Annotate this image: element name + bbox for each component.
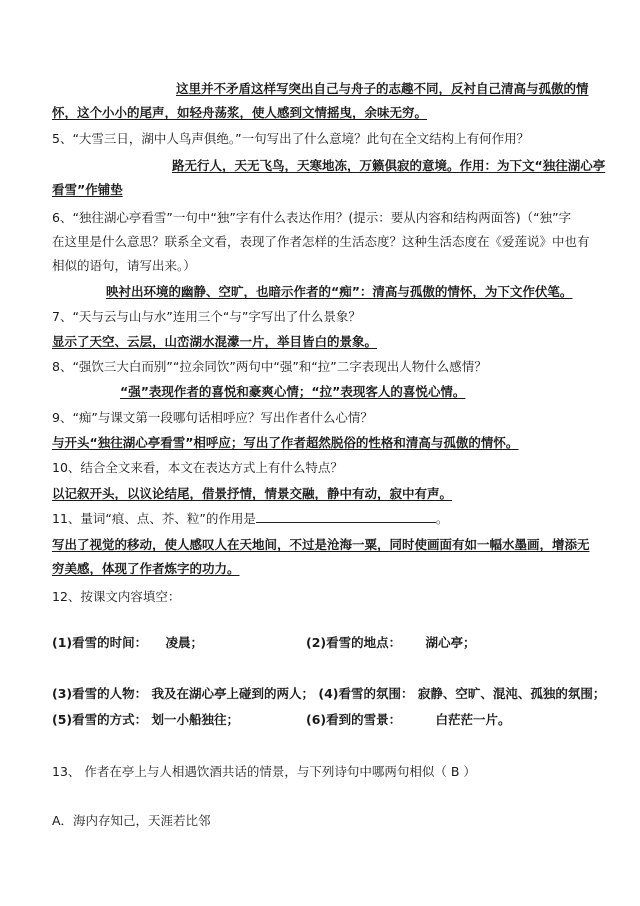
- answer-blank: [256, 510, 436, 523]
- fill-4-label: (4)看雪的氛围：: [318, 686, 414, 701]
- fill-3-label: (3)看雪的人物：: [52, 686, 148, 701]
- question-10: 10、结合全文来看，本文在表达方式上有什么特点？: [52, 460, 343, 475]
- fill-5-label: (5)看雪的方式：: [52, 712, 148, 727]
- fill-row-2: [52, 685, 606, 703]
- answer-7: 显示了天空、云层，山峦湖水混濛一片，举目皆白的景象。: [52, 334, 378, 349]
- answer-11-line-1: 写出了视觉的移动，使人感叹人在天地间，不过是沧海一粟，同时使画面有如一幅水墨画，增添无: [52, 537, 590, 552]
- question-8: 8、“强饮三大白而别”“拉余同饮”两句中“强”和“拉”二字表现出人物什么感情？: [52, 359, 487, 374]
- answer-5-line-1: 路无行人，天无飞鸟，天寒地冻，万籁俱寂的意境。作用：为下文“独往湖心亭: [172, 158, 606, 173]
- answer-4-line-2: 怀，这个小小的尾声，如轻舟荡浆，使人感到文情摇曳，余味无穷。: [52, 105, 428, 120]
- question-5: 5、“大雪三日，湖中人鸟声俱绝。”一句写出了什么意境？此句在全文结构上有何作用？: [52, 131, 530, 146]
- answer-5-line-2: 看雪”作铺垫: [52, 182, 123, 197]
- question-6-line-3: 相似的语句，请写出来。）: [52, 258, 196, 273]
- fill-2-label: (2)看雪的地点：: [306, 635, 402, 650]
- question-11-end: 。: [435, 511, 449, 526]
- fill-1-value: 凌晨；: [165, 635, 203, 650]
- fill-3-value: 我及在湖心亭上碰到的两人；: [151, 686, 314, 701]
- question-7: 7、“天与云与山与水”连用三个“与”字写出了什么景象？: [52, 309, 361, 324]
- question-6-line-1: 6、“独往湖心亭看雪”一句中“独”字有什么表达作用？(提示：要从内容和结构两面答)（“独”字: [52, 210, 572, 225]
- fill-1-label: (1)看雪的时间：: [52, 635, 148, 650]
- fill-row-1-right: [306, 634, 580, 652]
- answer-8: “强”表现作者的喜悦和豪爽心情；“拉”表现客人的喜悦心情。: [120, 384, 466, 399]
- fill-5-value: 划一小船独往；: [151, 712, 239, 727]
- fill-6-label: (6)看到的雪景：: [306, 712, 402, 727]
- fill-row-3-right: [306, 711, 580, 729]
- answer-9: 与开头“独往湖心亭看雪”相呼应；写出了作者超然脱俗的性格和清高与孤傲的情怀。: [52, 435, 519, 450]
- question-13: 13、 作者在亭上与人相遇饮酒共话的情景，与下列诗句中哪两句相似（ B ）: [52, 764, 476, 779]
- fill-4-value: 寂静、空旷、混沌、孤独的氛围；: [417, 686, 606, 701]
- fill-6-value: 白茫茫一片。: [435, 712, 511, 727]
- fill-2-value: 湖心亭；: [425, 635, 476, 650]
- answer-10: 以记叙开头，以议论结尾，借景抒情，情景交融，静中有动，寂中有声。: [52, 486, 453, 501]
- question-9: 9、“痴”与课文第一段哪句话相呼应？写出作者什么心情？: [52, 410, 373, 425]
- option-a: A．海内存知己，天涯若比邻: [52, 813, 211, 828]
- answer-4-line-1: 这里并不矛盾这样写突出自己与舟子的志趣不同，反衬自己清高与孤傲的情: [176, 81, 589, 96]
- answer-11-line-2: 穷美感，体现了作者炼字的功力。: [52, 561, 240, 576]
- question-6-line-2: 在这里是什么意思？联系全文看，表现了作者怎样的生活态度？这种生活态度在《爱莲说》中也有: [52, 234, 590, 249]
- question-11-text: 11、量词“痕、点、芥、粒”的作用是: [52, 511, 256, 526]
- question-11: [52, 510, 580, 528]
- answer-6: 映衬出环境的幽静、空旷，也暗示作者的“痴”：清高与孤傲的情怀，为下文作伏笔。: [106, 284, 573, 299]
- question-12: 12、按课文内容填空：: [52, 589, 181, 604]
